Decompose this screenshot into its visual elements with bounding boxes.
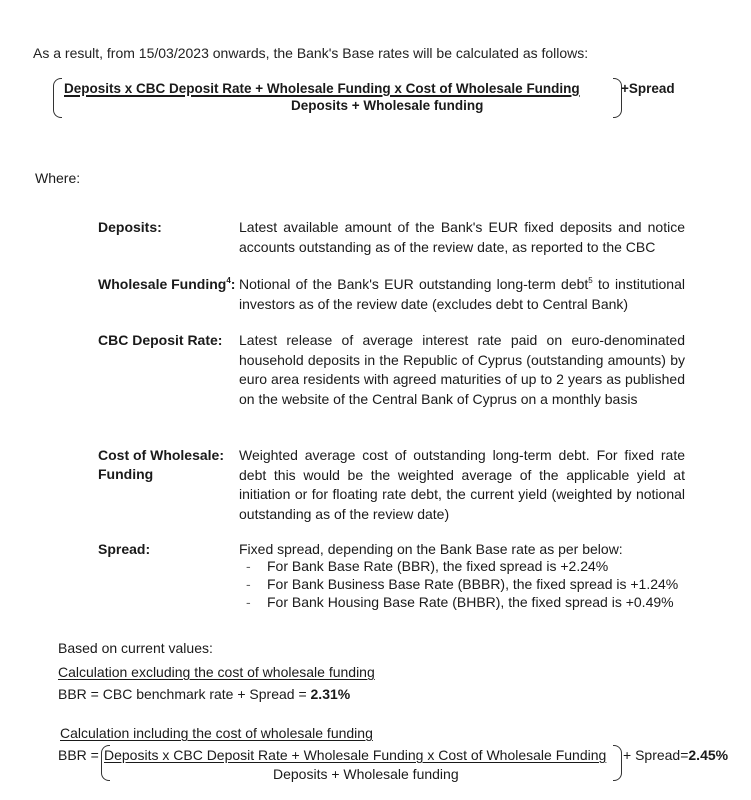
formula-spread: +Spread [621,81,675,96]
term-spread: Spread: [98,541,151,557]
term-cost-of-wholesale: Cost of Wholesale: [98,447,225,463]
right-bracket [613,745,622,781]
term-deposits: Deposits: [98,219,162,235]
based-on-label: Based on current values: [58,640,213,656]
intro-paragraph: As a result, from 15/03/2023 onwards, the Bank's Base rates will be calculated as follows: [33,45,589,61]
base-rate-formula [53,78,693,120]
calc-including-formula [58,745,751,790]
footnote-4: 4 [226,276,231,285]
bbr-prefix: BBR = [58,747,99,763]
calc-including-heading: Calculation including the cost of wholesale funding [60,725,373,741]
bbr-value-including: 2.45% [688,747,729,763]
formula-numerator: Deposits x CBC Deposit Rate + Wholesale Funding x Cost of Wholesale Funding [104,747,607,763]
where-label: Where: [35,170,81,186]
desc-spread: Fixed spread, depending on the Bank Base rate as per below: [239,541,623,557]
term-funding: Funding [98,466,154,482]
desc-deposits: Latest available amount of the Bank's EUR fixed deposits and notice accounts outstanding as of the review date, as reported to the CBC [239,219,685,255]
term-wholesale-funding: Wholesale Funding$^4$: [98,276,236,292]
desc-cost-of-wholesale-funding: Weighted average cost of outstanding long-term debt. For fixed rate debt this would be the weighted average of the applicable yield at initiation or for floating rate debt, the current yield (weighted by notional outstanding as of the review date) [239,447,685,522]
footnote-5: 5 [588,276,593,285]
bbr-value-excluding: 2.31% [310,686,351,702]
formula-denominator: Deposits + Wholesale funding [291,98,484,113]
desc-wholesale-funding: Notional of the Bank's EUR outstanding long-term debt$^5$ to institutional investors as of the review date (excludes debt to Central Bank) [239,276,685,312]
list-item: - For Bank Business Base Rate (BBBR), the fixed spread is +1.24% [246,576,679,592]
formula-spread: + Spread=2.45% [623,747,729,763]
term-cbc-deposit-rate: CBC Deposit Rate: [98,332,223,348]
list-item: - For Bank Housing Base Rate (BHBR), the fixed spread is +0.49% [246,594,674,610]
calc-excluding-line: BBR = CBC benchmark rate + Spread = 2.31% [58,686,351,702]
desc-cbc-deposit-rate: Latest release of average interest rate paid on euro-denominated household deposits in the Republic of Cyprus (outstanding amounts) by euro area residents with agreed maturities of up to 2 years as published on the website of the Central Bank of Cyprus on a monthly basis [239,332,685,407]
formula-denominator: Deposits + Wholesale funding [273,766,459,782]
formula-numerator: Deposits x CBC Deposit Rate + Wholesale Funding x Cost of Wholesale Funding [64,81,580,96]
calc-excluding-heading: Calculation excluding the cost of wholesale funding [58,664,375,680]
left-bracket [53,78,62,118]
spread-list [246,557,678,611]
list-item: - For Bank Base Rate (BBR), the fixed spread is +2.24% [246,558,609,574]
